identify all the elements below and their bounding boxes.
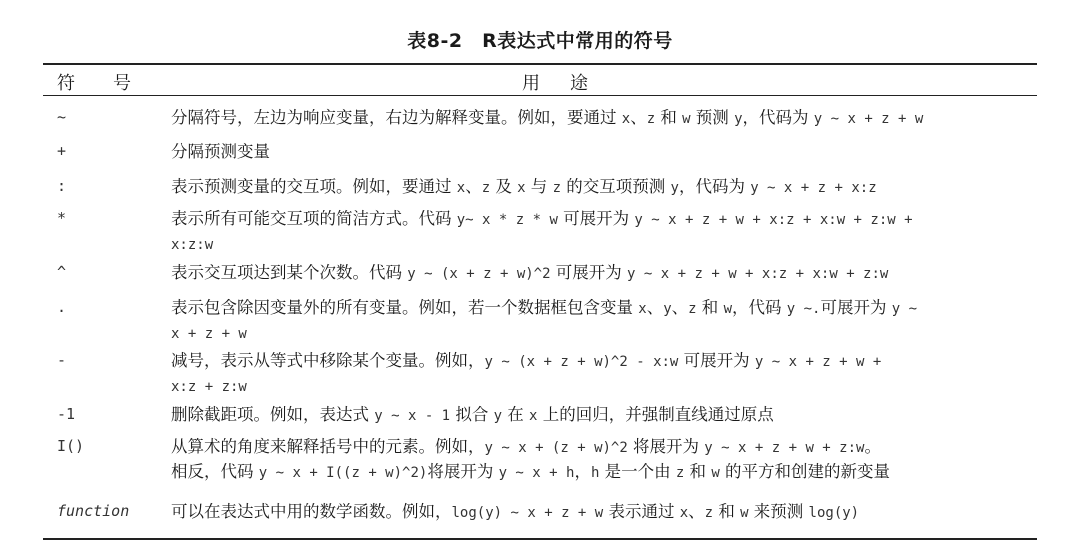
usage-text: ，代码为	[678, 177, 751, 196]
usage-line	[171, 349, 1031, 374]
usage-text: 减号，表示从等式中移除某个变量。例如，	[171, 351, 485, 370]
code-fragment: x	[529, 408, 538, 424]
usage-text: 和	[696, 298, 724, 317]
usage-text: 可以在表达式中用的数学函数。例如，	[171, 502, 452, 521]
symbol-cell: -1	[57, 405, 76, 423]
header-usage: 用途	[522, 73, 618, 94]
symbol-cell: function	[57, 502, 130, 520]
code-fragment: z	[552, 180, 561, 196]
usage-text: 。	[864, 437, 881, 456]
usage-text: 可展开为	[678, 351, 755, 370]
code-fragment: x	[621, 111, 631, 127]
usage-text: 、	[646, 298, 664, 317]
code-fragment: x	[456, 180, 466, 196]
symbol-cell: I()	[57, 437, 85, 455]
code-fragment: log(y)	[808, 505, 860, 521]
usage-text: 拟合	[450, 405, 494, 424]
usage-cell	[171, 140, 1031, 164]
code-fragment: x	[679, 505, 689, 521]
usage-cell	[171, 296, 1031, 346]
usage-line	[171, 460, 1031, 485]
usage-text: 可展开为	[820, 298, 892, 317]
usage-text: 分隔符号，左边为响应变量，右边为解释变量。例如，要通过	[171, 108, 622, 127]
usage-text: 与	[525, 177, 553, 196]
usage-line	[171, 321, 1031, 346]
usage-text: 可展开为	[550, 263, 628, 282]
usage-line	[171, 175, 1031, 200]
table-header	[43, 65, 1037, 96]
code-fragment: x + z + w	[171, 326, 247, 342]
usage-line	[171, 296, 1031, 321]
code-fragment: z	[646, 111, 656, 127]
code-fragment: y ~ x + h	[498, 465, 575, 481]
code-fragment: log(y) ~ x + z + w	[451, 505, 604, 521]
usage-line	[171, 261, 1031, 286]
usage-text: 预测	[690, 108, 735, 127]
usage-text: ，代码为	[742, 108, 814, 127]
usage-text: 、	[688, 502, 705, 521]
usage-text: 删除截距项。例如，表达式	[171, 405, 375, 424]
code-fragment: y	[734, 111, 743, 127]
usage-text: 表示通过	[603, 502, 680, 521]
usage-line	[171, 403, 1031, 428]
code-fragment: y	[670, 180, 679, 196]
usage-line	[171, 140, 1031, 164]
code-fragment: y ~ x + z + x:z	[750, 180, 877, 196]
code-fragment: y ~ (x + z + w)^2	[407, 266, 551, 282]
usage-cell	[171, 349, 1031, 399]
code-fragment: y ~ x + z + w + z:w	[704, 440, 865, 456]
symbols-table	[43, 63, 1037, 540]
code-fragment: x	[517, 180, 526, 196]
usage-text: 相反，代码	[171, 462, 259, 481]
symbol-cell: .	[57, 298, 67, 316]
usage-text: 和	[713, 502, 741, 521]
usage-text: 在	[502, 405, 530, 424]
usage-text: 将展开为	[427, 462, 499, 481]
usage-text: 从算术的角度来解释括号中的元素。例如，	[171, 437, 485, 456]
symbol-cell: :	[57, 177, 67, 195]
code-fragment: y ~	[891, 301, 918, 317]
code-fragment: w	[723, 301, 732, 317]
symbol-cell: *	[57, 209, 67, 227]
usage-line	[171, 435, 1031, 460]
code-fragment: y	[493, 408, 503, 424]
usage-text: 的平方和创建的新变量	[719, 462, 890, 481]
symbol-cell: ^	[57, 263, 67, 281]
usage-text: 的交互项预测	[561, 177, 671, 196]
code-fragment: y ~ x + I((z + w)^2)	[258, 465, 428, 481]
code-fragment: y ~ x + z + w + x:z + x:w + z:w +	[634, 212, 913, 228]
usage-cell	[171, 500, 1031, 525]
code-fragment: y ~ x - 1	[374, 408, 451, 424]
code-fragment: y	[663, 301, 672, 317]
code-fragment: w	[711, 465, 720, 481]
usage-text: 及	[490, 177, 518, 196]
usage-cell	[171, 207, 1031, 257]
code-fragment: x:z + z:w	[171, 379, 247, 395]
usage-line	[171, 374, 1031, 399]
code-fragment: z	[704, 505, 714, 521]
code-fragment: y ~ x + z + w + x:z + x:w + z:w	[627, 266, 889, 282]
code-fragment: w	[682, 111, 691, 127]
usage-text: 可展开为	[557, 209, 635, 228]
usage-line	[171, 232, 1031, 257]
usage-cell	[171, 261, 1031, 286]
usage-text: 表示交互项达到某个次数。代码	[171, 263, 408, 282]
usage-cell	[171, 435, 1031, 485]
usage-line	[171, 207, 1031, 232]
table-body	[43, 96, 1037, 538]
usage-line	[171, 106, 1031, 131]
code-fragment: w	[740, 505, 749, 521]
usage-text: 来预测	[748, 502, 809, 521]
code-fragment: y~ x * z * w	[456, 212, 558, 228]
code-fragment: x	[638, 301, 647, 317]
symbol-cell: +	[57, 142, 67, 160]
code-fragment: y ~ x + z + w	[813, 111, 924, 127]
usage-text: 、	[465, 177, 482, 196]
code-fragment: h	[590, 465, 600, 481]
header-symbol: 符号	[57, 73, 169, 94]
usage-cell	[171, 175, 1031, 200]
usage-text: 表示预测变量的交互项。例如，要通过	[171, 177, 457, 196]
usage-line	[171, 500, 1031, 525]
usage-text: 和	[655, 108, 683, 127]
usage-text: ，	[574, 462, 591, 481]
code-fragment: x:z:w	[171, 237, 214, 253]
code-fragment: y ~ x + (z + w)^2	[484, 440, 628, 456]
usage-text: 和	[684, 462, 712, 481]
usage-text: 表示所有可能交互项的简洁方式。代码	[171, 209, 457, 228]
table-caption: 表8-2 R表达式中常用的符号	[407, 30, 673, 52]
usage-text: 、	[671, 298, 689, 317]
code-fragment: z	[688, 301, 697, 317]
code-fragment: z	[675, 465, 685, 481]
usage-text: 是一个由	[599, 462, 676, 481]
usage-text: 、	[630, 108, 647, 127]
usage-text: 分隔预测变量	[171, 142, 270, 161]
symbol-cell: ~	[57, 108, 67, 126]
usage-text: ，代码	[732, 298, 787, 317]
code-fragment: y ~ (x + z + w)^2 - x:w	[484, 354, 679, 370]
usage-text: 将展开为	[627, 437, 705, 456]
usage-text: 上的回归，并强制直线通过原点	[537, 405, 774, 424]
usage-cell	[171, 403, 1031, 428]
usage-cell	[171, 106, 1031, 131]
code-fragment: y ~.	[786, 301, 821, 317]
symbol-cell: -	[57, 351, 67, 369]
code-fragment: y ~ x + z + w +	[754, 354, 882, 370]
code-fragment: z	[481, 180, 491, 196]
usage-text: 表示包含除因变量外的所有变量。例如，若一个数据框包含变量	[171, 298, 639, 317]
